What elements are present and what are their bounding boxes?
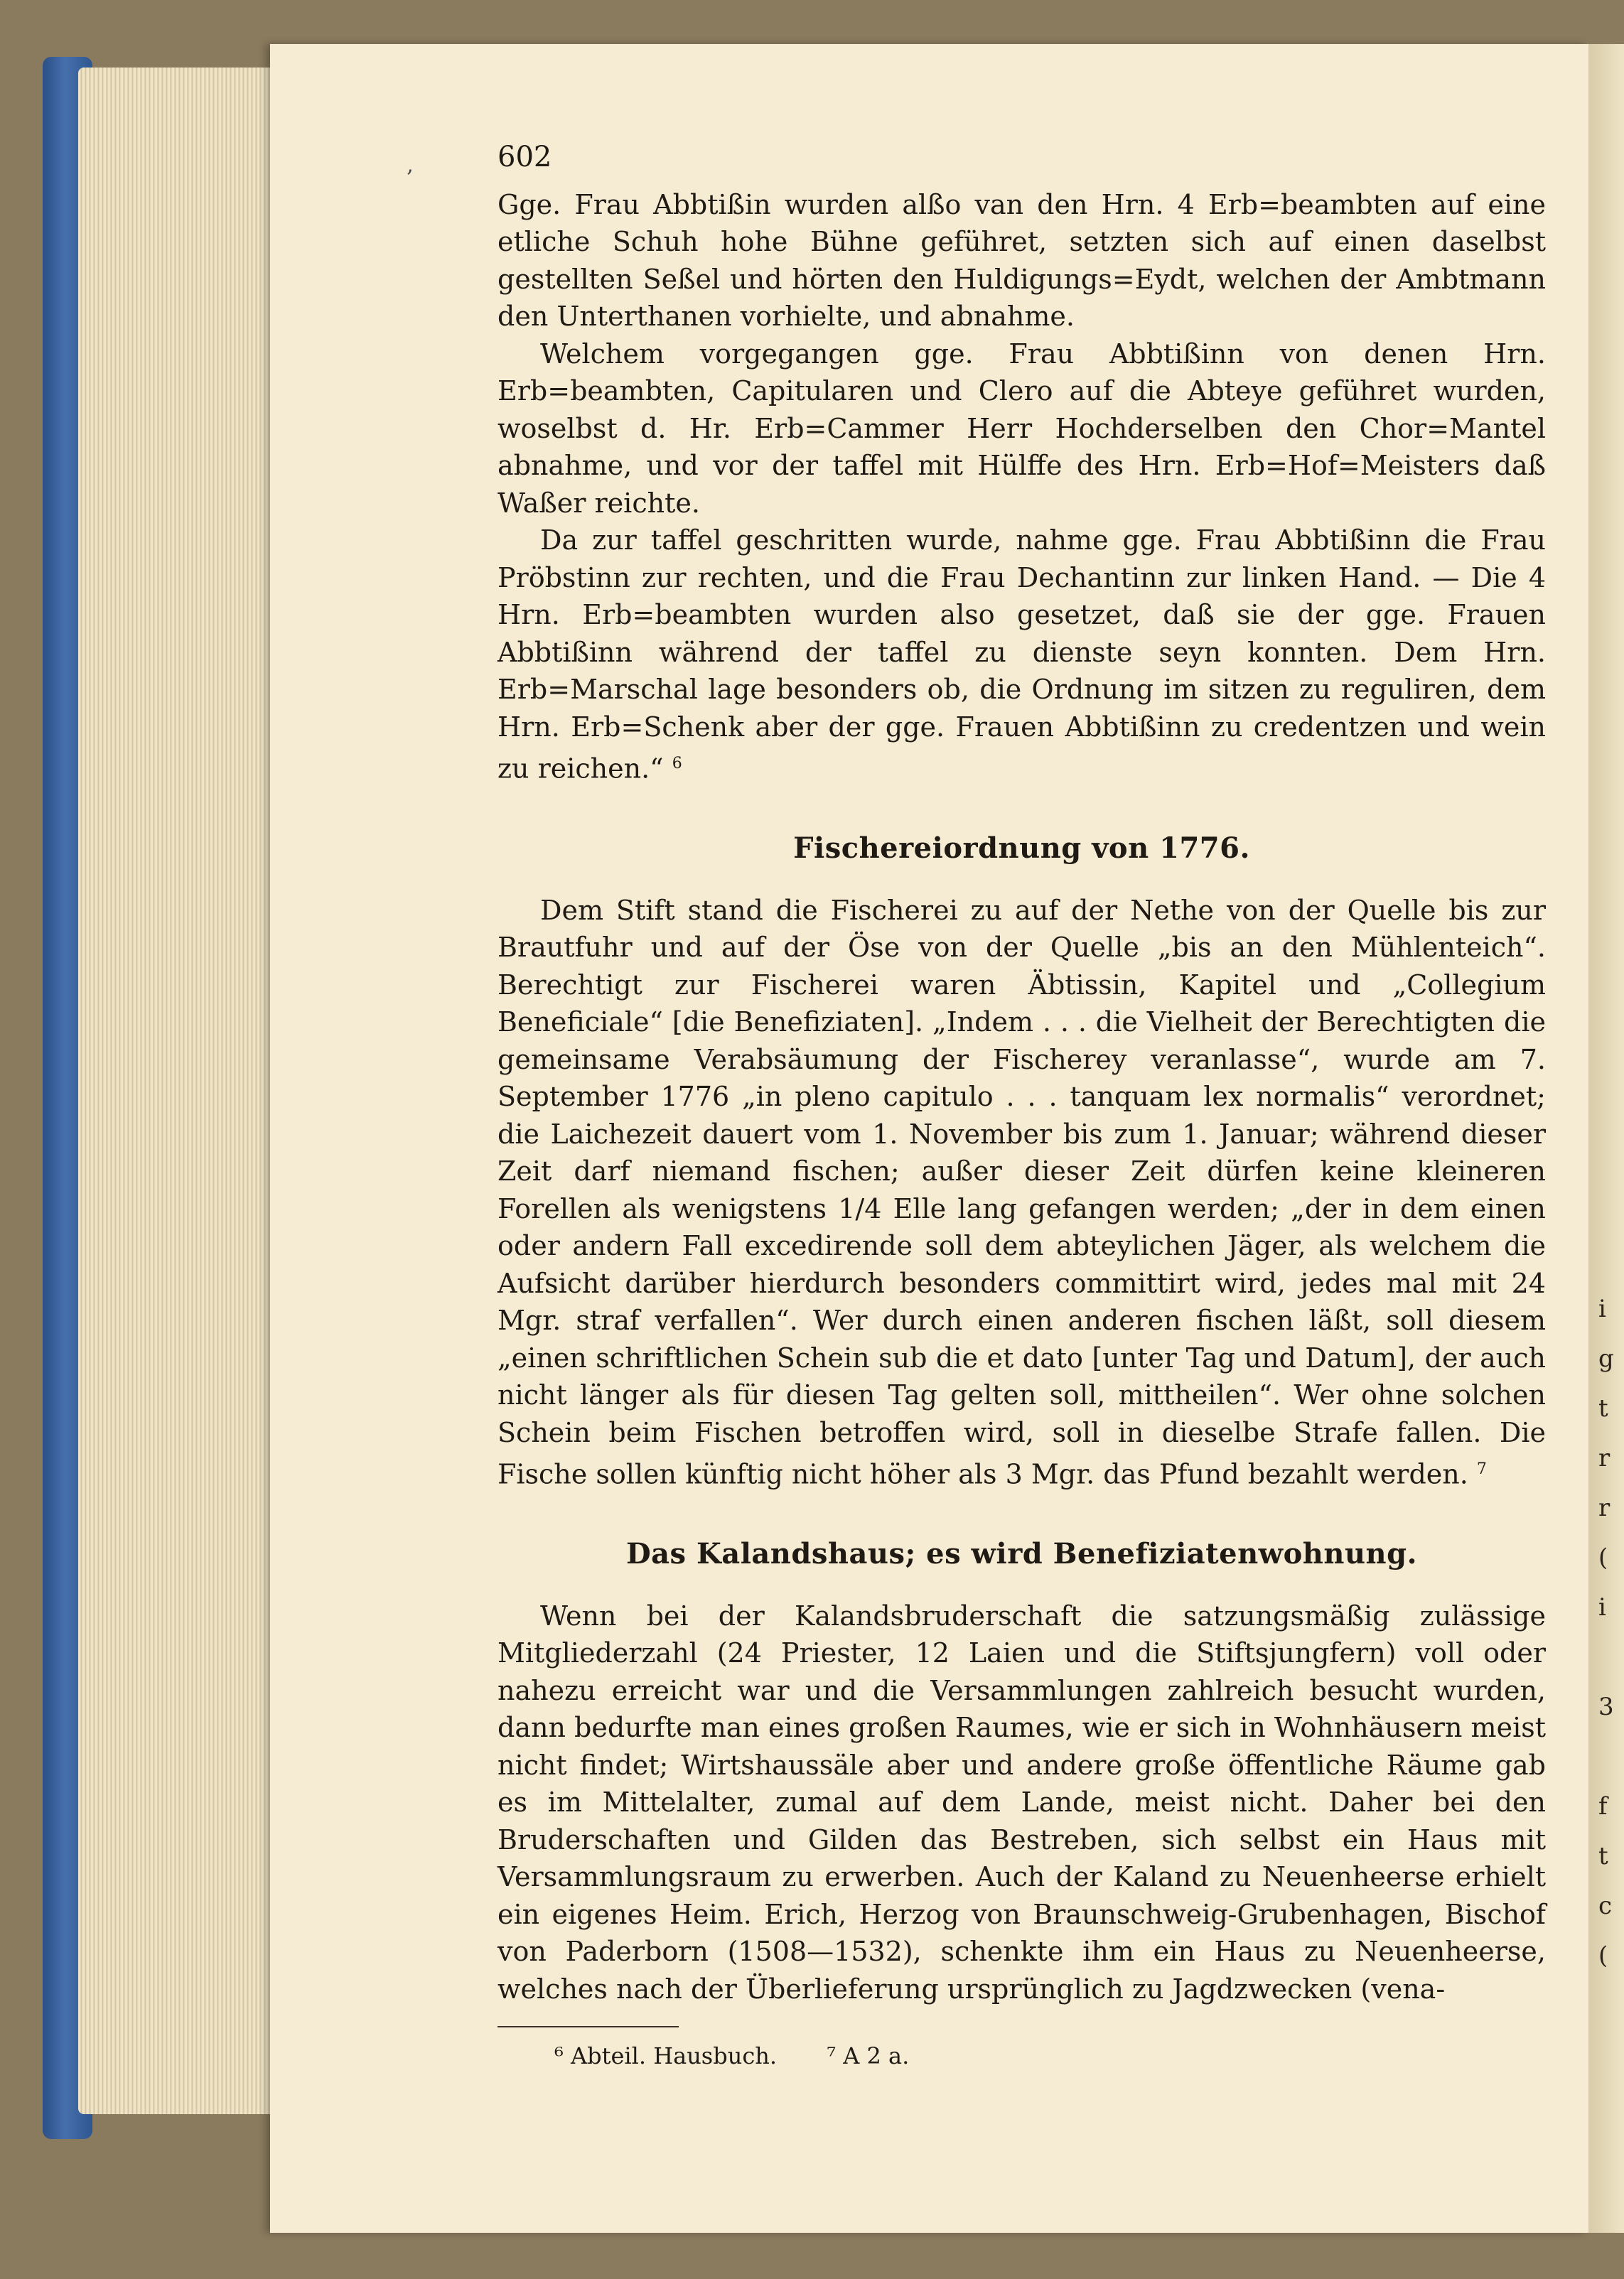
- section-heading: Fischereiordnung von 1776.: [793, 831, 1250, 866]
- footnote-ref: 6: [672, 755, 682, 772]
- neighbor-letter: i: [1598, 1593, 1606, 1622]
- footnotes: [498, 2037, 1546, 2075]
- neighbor-letter: t: [1598, 1394, 1608, 1423]
- neighbor-letter: (: [1598, 1941, 1608, 1970]
- paragraph: Welchem vorgegangen gge. Frau Abbtißinn von denen Hrn. Erb=beambten, Capitularen und Clero auf die Abteye geführet wurden, woselbst d. Hr. Erb=Cammer Herr Hochderselben den Chor=Mantel abnahme, und vor der taffel mit Hülffe des Hrn. Erb=Hof=Meisters daß Waßer reichte.: [498, 338, 1546, 519]
- neighbor-letter: t: [1598, 1842, 1608, 1870]
- paragraph-text: Elle lang gefangen werden; „der in dem einen oder andern Fall excedirende soll dem abteylichen Jäger, als welchem die Aufsicht darüber hierdurch besonders committirt wird, jedes mal mit 24 Mgr. straf verfallen“. Wer durch einen anderen fischen läßt, soll diesem „einen schriftlichen Schein sub die et dato [unter Tag und Datum], der auch nicht länger als für diesen Tag gelten soll, mittheilen“. Wer ohne solchen Schein beim Fischen betroffen wird, soll in dieselbe Strafe fallen. Die Fische sollen künftig nicht höher als 3 Mgr. das Pfund bezahlt werden.: [498, 1192, 1546, 1490]
- neighbor-letter: f: [1598, 1792, 1608, 1821]
- page-text: [498, 139, 1546, 2075]
- margin-mark: ‚: [407, 153, 414, 178]
- neighbor-letter: g: [1598, 1345, 1614, 1373]
- neighbor-letter: i: [1598, 1295, 1606, 1323]
- paragraph: Gge. Frau Abbtißin wurden alßo van den Hrn. 4 Erb=beambten auf eine etliche Schuh hohe Bühne geführet, setzten sich auf einen daselbst gestellten Seßel und hörten den Huldigungs=Eydt, welchen der Ambtmann den Unterthanen vorhielte, und abnahme.: [498, 188, 1546, 332]
- page-number: 602: [498, 141, 552, 173]
- section-heading: Das Kalandshaus; es wird Benefiziatenwohnung.: [625, 1537, 1418, 1571]
- neighbor-letter: (: [1598, 1543, 1608, 1572]
- neighbor-page-edge: [1588, 44, 1624, 2233]
- fraction: 1/4: [838, 1192, 882, 1224]
- paragraph: [498, 892, 1546, 1494]
- paragraph: [498, 522, 1546, 787]
- paragraph-text: Dem Stift stand die Fischerei zu auf der Nethe von der Quelle bis zur Brautfuhr und auf der Öse von der Quelle „bis an den Mühlenteich“. Berechtigt zur Fischerei waren Äbtissin, Kapitel und „Collegium Beneficiale“ [die Benefiziaten]. „Indem . . . die Vielheit der Berechtigten die gemeinsame Verabsäumung der Fischerey veranlasse“, wurde am 7. September 1776 „in pleno capitulo . . . tanquam lex normalis“ verordnet; die Laichezeit dauert vom 1. November bis zum 1. Januar; während dieser Zeit darf niemand fischen; außer dieser Zeit dürfen keine kleineren Forellen als wenigstens: [498, 894, 1546, 1224]
- neighbor-letter: r: [1598, 1444, 1610, 1472]
- neighbor-letter: 3: [1598, 1693, 1614, 1721]
- neighbor-letter: c: [1598, 1892, 1613, 1920]
- paragraph: Wenn bei der Kalandsbruderschaft die satzungsmäßig zulässige Mitgliederzahl (24 Priester, 12 Laien und die Stiftsjungfern) voll oder nahezu erreicht war und die Versammlungen zahlreich besucht wurden, dann bedurfte man eines großen Raumes, wie er sich in Wohnhäusern meist nicht findet; Wirtshaussäle aber und andere große öffentliche Räume gab es im Mittelalter, zumal auf dem Lande, meist nicht. Daher bei den Bruderschaften und Gilden das Bestreben, sich selbst ein Haus mit Versammlungsraum zu erwerben. Auch der Kaland zu Neuenheerse erhielt ein eigenes Heim. Erich, Herzog von Braunschweig-Grubenhagen, Bischof von Paderborn (1508—1532), schenkte ihm ein Haus zu Neuenheerse, welches nach der Überlieferung ursprünglich zu Jagdzwecken (vena-: [498, 1600, 1546, 2005]
- footnote: ⁷ A 2 a.: [827, 2042, 910, 2070]
- page-edges: [78, 68, 270, 2114]
- footnote: ⁶ Abteil. Hausbuch.: [554, 2042, 778, 2070]
- footnote-rule: [498, 2026, 679, 2027]
- neighbor-letter: r: [1598, 1494, 1610, 1522]
- footnote-ref: 7: [1476, 1460, 1487, 1479]
- paragraph-text: Da zur taffel geschritten wurde, nahme gge. Frau Abbtißinn die Frau Pröbstinn zur rechten, und die Frau Dechantinn zur linken Hand. — Die 4 Hrn. Erb=beambten wurden also gesetzet, daß sie der gge. Frauen Abbtißinn während der taffel zu dienste seyn konnten. Dem Hrn. Erb=Marschal lage besonders ob, die Ordnung im sitzen zu reguliren, dem Hrn. Erb=Schenk aber der gge. Frauen Abbtißinn zu credentzen und wein zu reichen.“: [498, 524, 1546, 785]
